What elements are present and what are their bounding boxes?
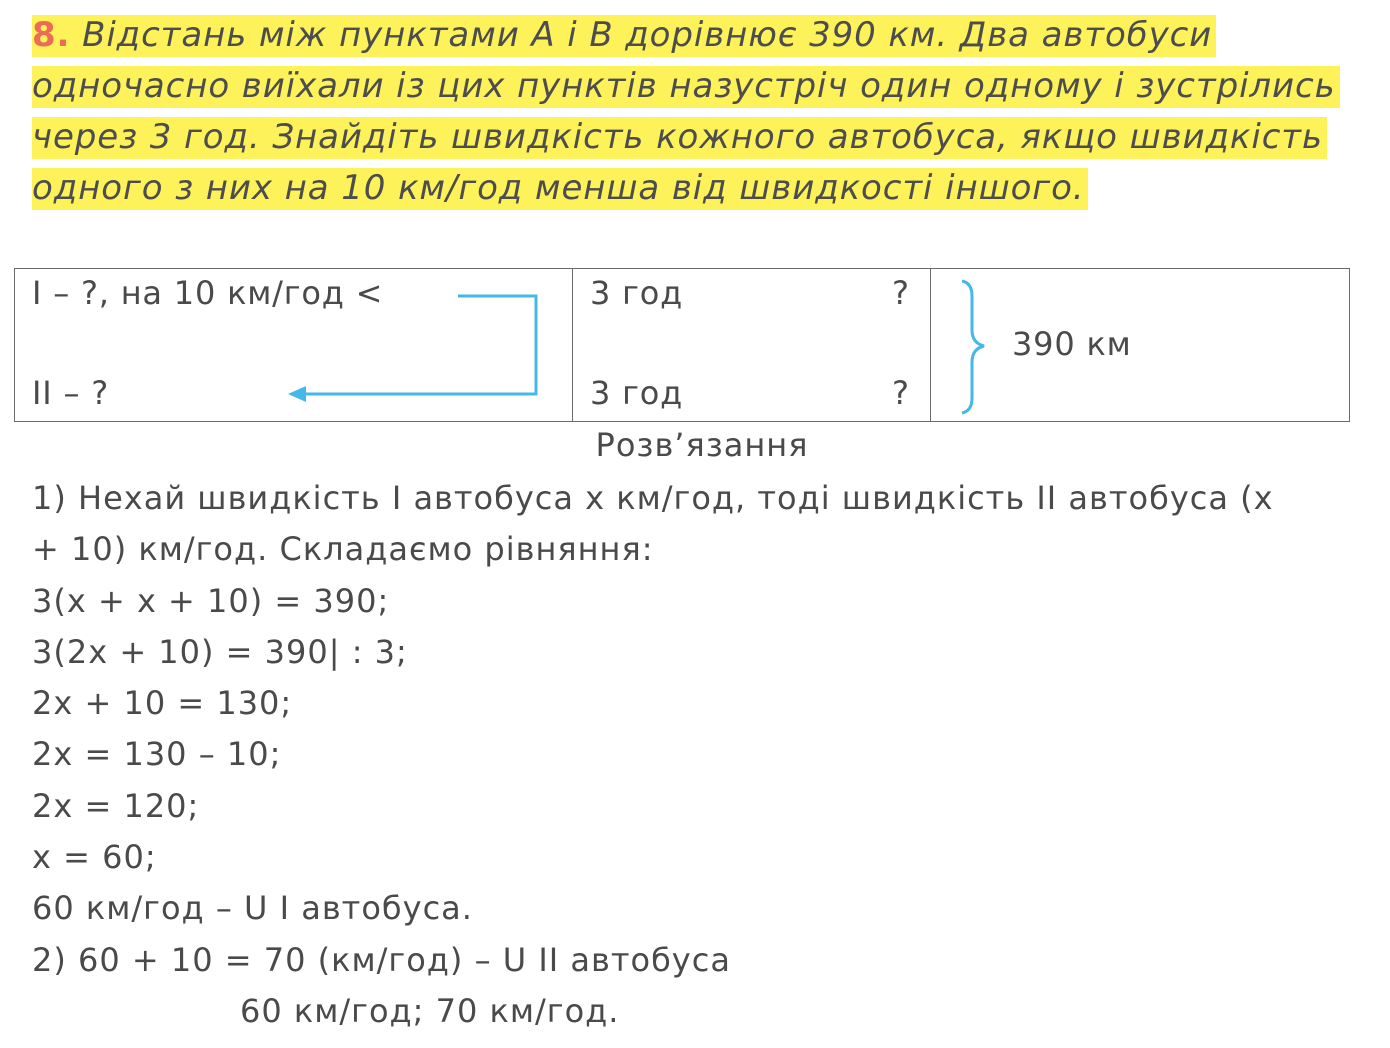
solution-answer: 60 км/год; 70 км/год. [240, 991, 620, 1030]
solution-line: 1) Нехай швидкість І автобуса х км/год, тоді швидкість ІІ автобуса (х [32, 479, 1274, 517]
solution-line: 2х = 120; [32, 786, 200, 825]
problem-text-1: Відстань між пунктами А і В дорівнює 390 км. Два автобуси [82, 15, 1213, 55]
total-distance: 390 км [1012, 325, 1132, 363]
time-2: 3 год [590, 374, 684, 412]
solution-title: Розв’язання [595, 426, 809, 464]
problem-text-3: через 3 год. Знайдіть швидкість кожного автобуса, якщо швидкість [32, 117, 1327, 159]
solution-line: 2) 60 + 10 = 70 (км/год) – U ІІ автобуса [32, 940, 731, 979]
question-1: ? [892, 274, 910, 312]
curly-brace-icon [962, 281, 984, 413]
solution-line: х = 60; [32, 838, 157, 877]
problem-number: 8. [32, 15, 71, 55]
solution-line: 2х = 130 – 10; [32, 735, 282, 774]
problem-text-2: одночасно виїхали із цих пунктів назустріч один одному і зустрілись [32, 66, 1340, 108]
solution-line: 3(2х + 10) = 390| : 3; [32, 632, 408, 671]
time-1: 3 год [590, 274, 684, 312]
question-2: ? [892, 374, 910, 412]
solution-line: + 10) км/год. Складаємо рівняння: [32, 530, 654, 569]
arrow-icon [288, 296, 536, 402]
solution-body [32, 473, 1274, 1037]
solution-line: 2х + 10 = 130; [32, 684, 293, 723]
solution-line: 3(х + х + 10) = 390; [32, 581, 390, 620]
row2-label: ІІ – ? [32, 374, 110, 412]
solution-line: 60 км/год – U І автобуса. [32, 889, 473, 928]
row1-label: І – ?, на 10 км/год < [32, 274, 384, 312]
problem-text-4: одного з них на 10 км/год менша від швидкості іншого. [32, 168, 1088, 210]
